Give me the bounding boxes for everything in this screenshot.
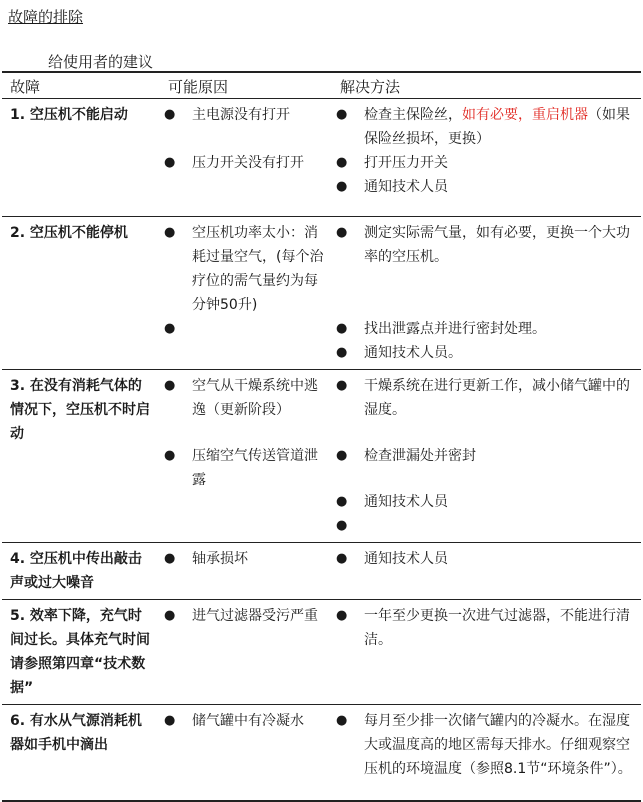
cause-item (160, 604, 332, 628)
solution-item (332, 103, 641, 151)
cause-text: 轴承损坏 (192, 551, 248, 567)
page-title: 故障的排除 (8, 8, 84, 26)
table-row (2, 370, 641, 543)
cause-item (160, 374, 332, 422)
fault-label: 3. 在没有消耗气体的情况下，空压机不时启动 (10, 378, 150, 442)
solution-text: 每月至少排一次储气罐内的冷凝水。在湿度大或温度高的地区需每天排水。仔细观察空压机的环境温度（参照8.1节“环境条件”）。 (364, 713, 632, 777)
cause-item (160, 709, 332, 733)
header-cause: 可能原因 (160, 72, 332, 99)
solution-text: 通知技术人员 (364, 494, 448, 510)
solution-text-highlight: 如有必要，重启机器 (462, 107, 588, 123)
bullet-icon: ● (336, 448, 348, 463)
fault-label: 6. 有水从气源消耗机器如手机中滴出 (10, 713, 142, 753)
solution-text: 检查泄漏处并密封 (364, 448, 476, 464)
cause-item (160, 221, 332, 317)
cause-text: 压力开关没有打开 (192, 155, 304, 171)
solution-item (332, 317, 641, 341)
table-row (2, 543, 641, 600)
solution-item (332, 175, 641, 199)
fault-label: 4. 空压机中传出敲击声或过大噪音 (10, 551, 142, 591)
solution-text: 测定实际需气量，如有必要，更换一个大功率的空压机。 (364, 225, 630, 265)
fault-label: 1. 空压机不能启动 (10, 107, 128, 123)
bullet-icon: ● (164, 713, 176, 728)
bullet-icon: ● (336, 345, 348, 360)
solution-text: 通知技术人员。 (364, 345, 462, 361)
bullet-icon: ● (336, 107, 348, 122)
cause-item (160, 444, 332, 492)
bullet-icon: ● (336, 518, 348, 533)
cause-text: 进气过滤器受污严重 (192, 608, 318, 624)
bullet-icon: ● (336, 608, 348, 623)
cause-text: 压缩空气传送管道泄露 (192, 448, 318, 488)
cause-text: 空气从干燥系统中逃逸（更新阶段） (192, 378, 318, 418)
solution-item (332, 151, 641, 175)
troubleshooting-table (2, 71, 641, 802)
cause-text: 空压机功率太小：消耗过量空气，(每个治疗位的需气量约为每分钟50升) (192, 225, 324, 313)
header-fault: 故障 (2, 72, 160, 99)
bullet-icon: ● (336, 494, 348, 509)
bullet-icon: ● (164, 551, 176, 566)
fault-label: 5. 效率下降，充气时间过长。具体充气时间请参照第四章“技术数据” (10, 608, 150, 696)
solution-item (332, 604, 641, 652)
bullet-icon: ● (336, 225, 348, 240)
solution-item (332, 444, 641, 468)
bullet-icon: ● (164, 378, 176, 393)
bullet-icon: ● (336, 179, 348, 194)
bullet-icon: ● (164, 448, 176, 463)
bullet-icon: ● (336, 551, 348, 566)
bullet-icon: ● (336, 321, 348, 336)
table-row (2, 99, 641, 217)
cause-item (160, 317, 332, 341)
solution-item (332, 514, 641, 538)
bullet-icon: ● (164, 107, 176, 122)
solution-text: 检查主保险丝， (364, 107, 462, 123)
solution-item (332, 374, 641, 422)
solution-item (332, 709, 641, 781)
solution-text: 通知技术人员 (364, 551, 448, 567)
cause-item (160, 103, 332, 127)
table-row (2, 600, 641, 705)
table-row (2, 705, 641, 801)
solution-text: 打开压力开关 (364, 155, 448, 171)
fault-label: 2. 空压机不能停机 (10, 225, 128, 241)
solution-text: 干燥系统在进行更新工作，减小储气罐中的湿度。 (364, 378, 630, 418)
table-header-row (2, 72, 641, 99)
bullet-icon: ● (336, 155, 348, 170)
cause-text: 主电源没有打开 (192, 107, 290, 123)
solution-text: 一年至少更换一次进气过滤器，不能进行清洁。 (364, 608, 630, 648)
cause-item (160, 547, 332, 571)
solution-item (332, 547, 641, 571)
solution-item (332, 341, 641, 365)
solution-item (332, 221, 641, 269)
bullet-icon: ● (164, 608, 176, 623)
bullet-icon: ● (164, 155, 176, 170)
cause-text: 储气罐中有冷凝水 (192, 713, 304, 729)
section-subtitle: 给使用者的建议 (48, 53, 154, 71)
bullet-icon: ● (336, 713, 348, 728)
cause-item (160, 151, 332, 175)
bullet-icon: ● (164, 225, 176, 240)
bullet-icon: ● (336, 378, 348, 393)
solution-text: 通知技术人员 (364, 179, 448, 195)
bullet-icon: ● (164, 321, 176, 336)
solution-text: （如果保险丝损坏，更换） (364, 107, 630, 147)
table-row (2, 217, 641, 370)
solution-text: 找出泄露点并进行密封处理。 (364, 321, 546, 337)
header-solution: 解决方法 (332, 72, 641, 99)
solution-item (332, 490, 641, 514)
